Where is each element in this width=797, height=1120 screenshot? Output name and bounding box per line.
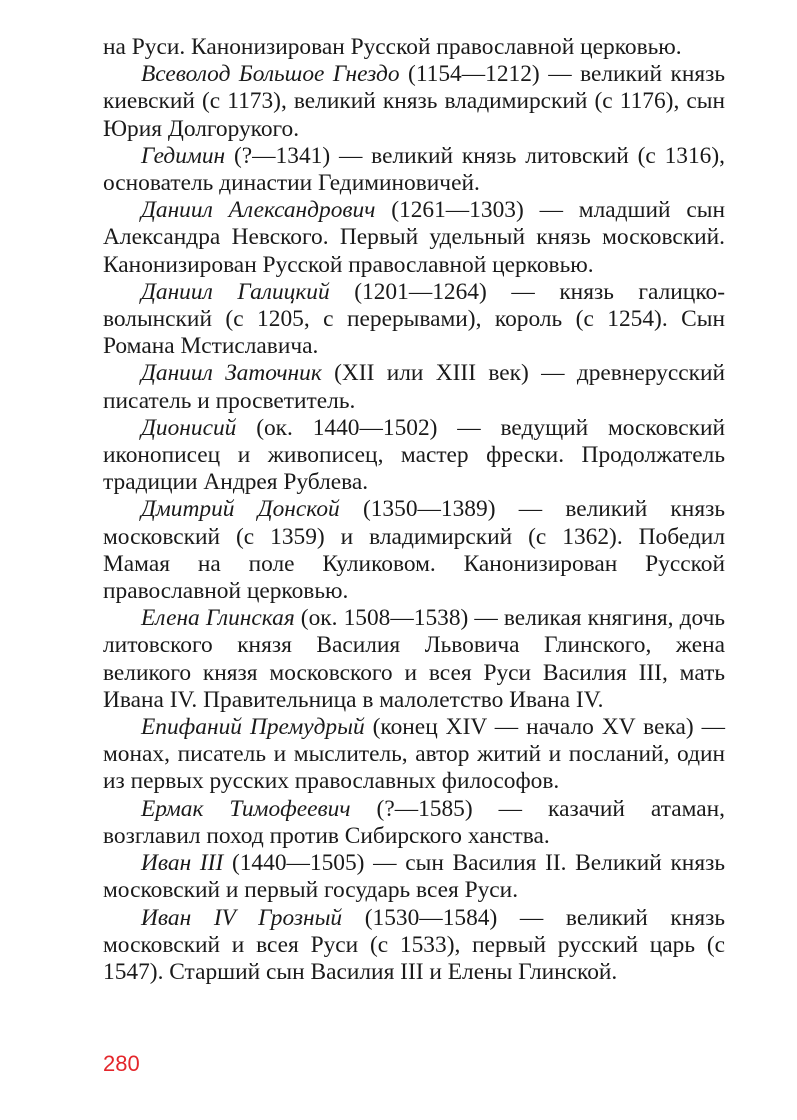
entry-name: Гедимин bbox=[141, 142, 226, 169]
biographical-index-text bbox=[103, 34, 725, 986]
entry-description: (1350—1389) — великий князь московский (с 1359) и владимирский (с 1362). Победил Мамая на поле Куликовом. Канонизирован Русской православной церковью. bbox=[103, 496, 725, 605]
entry-gedimin bbox=[103, 143, 725, 197]
entry-name: Дионисий bbox=[141, 414, 237, 441]
entry-description: (конец XIV — начало XV века) — монах, писатель и мыслитель, автор житий и посланий, один из первых русских православных философов. bbox=[103, 714, 726, 795]
entry-description: (1261—1303) — младший сын Александра Невского. Первый удельный князь московский. Канонизирован Русской православной церковью. bbox=[103, 197, 726, 278]
entry-description: (ок. 1508—1538) — великая княгиня, дочь литовского князя Василия Львовича Глинского, жена великого князя московского и всея Руси Василия III, мать Ивана IV. Правительница в малолетство Ивана IV. bbox=[103, 605, 726, 713]
entry-daniil-galitsky bbox=[103, 279, 725, 361]
entry-name: Даниил Галицкий bbox=[141, 278, 330, 305]
entry-vsevolod-bolshoe-gnezdo bbox=[103, 61, 725, 143]
entry-description: (1530—1584) — великий князь московский и всея Руси (с 1533), первый русский царь (с 1547). Старший сын Василия III и Елены Глинской. bbox=[103, 904, 725, 985]
entry-description: (1440—1505) — сын Василия II. Великий князь московский и первый государь всея Руси. bbox=[103, 850, 725, 904]
page-number: 280 bbox=[103, 1051, 140, 1076]
continuation-paragraph: на Руси. Канонизирован Русской православной церковью. bbox=[103, 34, 682, 60]
entry-ermak-timofeevich bbox=[103, 796, 725, 850]
entry-description: (?—1585) — казачий атаман, возглавил поход против Сибирского ханства. bbox=[103, 795, 725, 849]
entry-name: Даниил Заточник bbox=[141, 360, 322, 387]
entry-description: (XII или XIII век) — древнерусский писатель и просветитель. bbox=[103, 360, 725, 414]
entry-daniil-zatochnik bbox=[103, 360, 725, 414]
entry-description: (1201—1264) — князь галицко-волынский (с 1205, с перерывами), король (с 1254). Сын Романа Мстиславича. bbox=[103, 278, 725, 360]
entry-name: Иван III bbox=[141, 850, 224, 877]
entry-elena-glinskaya bbox=[103, 605, 725, 714]
entry-description: (ок. 1440—1502) — ведущий московский иконописец и живописец, мастер фрески. Продолжатель традиции Андрея Рублева. bbox=[103, 414, 725, 496]
entry-dionisy bbox=[103, 415, 725, 497]
entry-name: Иван IV Грозный bbox=[141, 904, 343, 931]
entry-name: Епифаний Премудрый bbox=[141, 714, 365, 741]
entry-ivan-iii bbox=[103, 850, 725, 904]
entry-daniil-aleksandrovich bbox=[103, 197, 725, 279]
entry-description: (?—1341) — великий князь литовский (с 1316), основатель династии Гедиминовичей. bbox=[103, 142, 725, 197]
entry-ivan-iv-grozny bbox=[103, 905, 725, 987]
entry-name: Даниил Александрович bbox=[141, 197, 376, 224]
entry-name: Ермак Тимофеевич bbox=[141, 795, 351, 822]
entry-dmitry-donskoy bbox=[103, 496, 725, 605]
entry-name: Всеволод Большое Гнездо bbox=[141, 61, 400, 88]
entry-name: Елена Глинская bbox=[141, 605, 295, 632]
entry-description: (1154—1212) — великий князь киевский (с 1173), великий князь владимирский (с 1176), сын Юрия Долгорукого. bbox=[103, 61, 726, 142]
entry-epifany-premudry bbox=[103, 714, 725, 796]
entry-name: Дмитрий Донской bbox=[141, 496, 340, 523]
